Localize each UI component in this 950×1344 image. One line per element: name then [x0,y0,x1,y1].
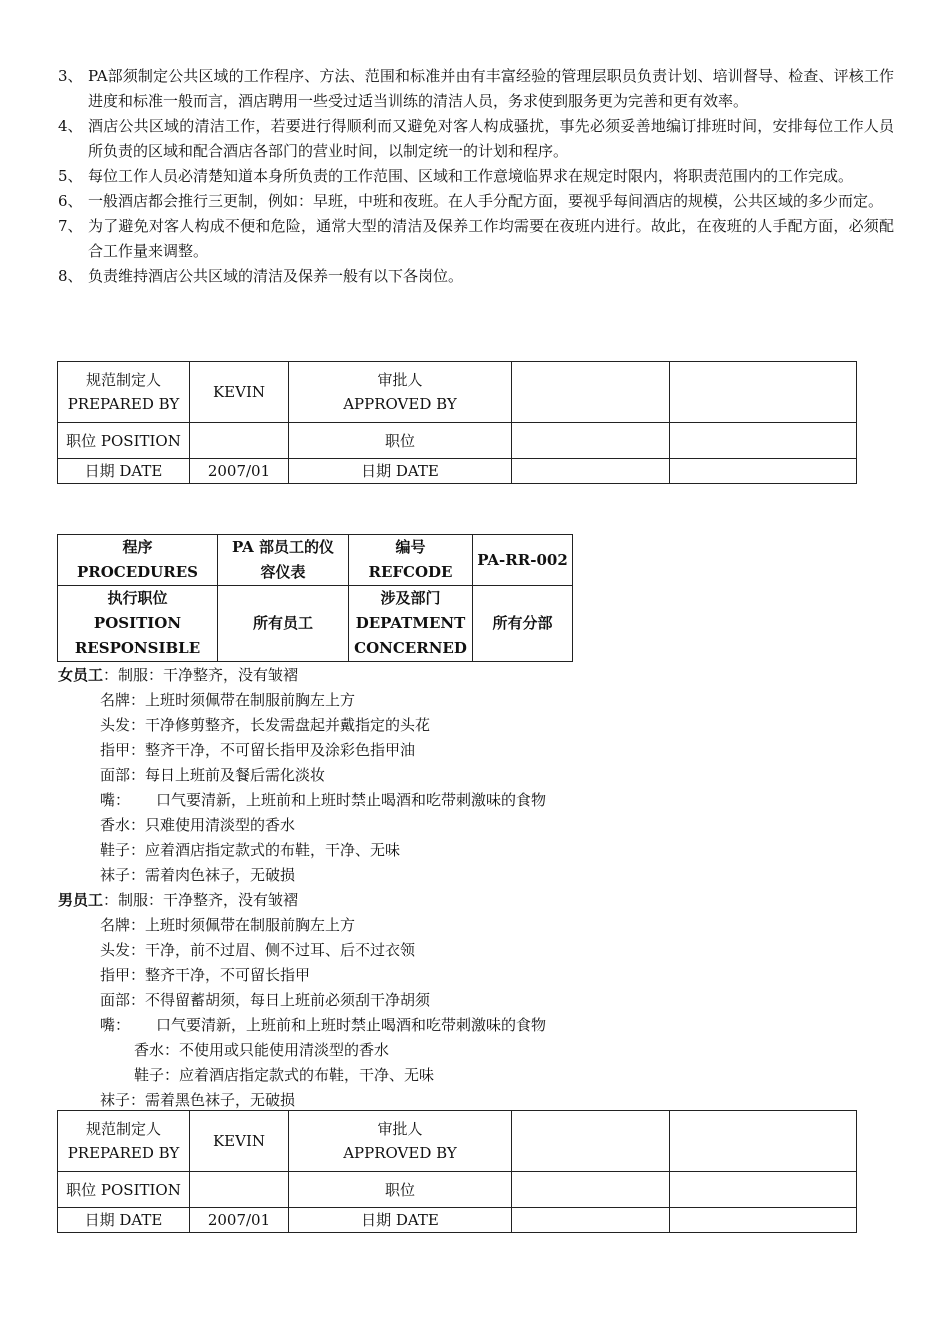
empty-cell [190,423,289,459]
appearance-standards [58,663,894,1113]
mouth-label: 嘴： [100,791,131,809]
list-item [58,64,894,114]
list-item [58,264,894,289]
prepared-label-cn: 规范制定人 [85,371,161,389]
approved-by-label [289,362,512,423]
female-uniform-line [58,663,894,688]
standard-line: 名牌：上班时须佩带在制服前胸左上方 [100,691,356,709]
list-item [58,189,894,214]
standard-line: 指甲：整齐干净，不可留长指甲及涂彩色指甲油 [100,741,416,759]
empty-cell [512,1208,670,1233]
list-text: 为了避免对客人构成不便和危险，通常大型的清洁及保养工作均需要在夜班内进行。故此，在夜班的人手配方面，必须配合工作量来调整。 [88,217,894,260]
prepared-by-label [58,1111,190,1172]
date-label-approver: 日期 DATE [289,459,512,484]
standard-line: 鞋子：应着酒店指定款式的布鞋，干净、无味 [100,841,401,859]
standard-line: 面部：每日上班前及餐后需化淡妆 [100,766,326,784]
list-item [58,214,894,264]
empty-cell [512,459,670,484]
date-label: 日期 DATE [58,1208,190,1233]
refcode-label-en: REFCODE [368,563,453,581]
standard-text: ：制服：干净整齐，没有皱褶 [103,666,299,684]
empty-cell [512,1111,670,1172]
signature-table-top [57,361,857,484]
standard-text: ：制服：干净整齐，没有皱褶 [103,891,299,909]
position-responsible-value: 所有员工 [218,586,349,662]
refcode-label-cn: 编号 [395,538,426,556]
position-label-approver: 职位 [289,1172,512,1208]
department-value: 所有分部 [473,586,573,662]
male-uniform-line [58,888,894,913]
standard-line: 名牌：上班时须佩带在制服前胸左上方 [100,916,356,934]
standard-line [58,1013,894,1038]
date-value: 2007/01 [190,1208,289,1233]
date-label-approver: 日期 DATE [289,1208,512,1233]
prepared-label-en: PREPARED BY [67,395,180,413]
procedures-label-en: PROCEDURES [76,563,198,581]
list-item [58,114,894,164]
position-label-en2: RESPONSIBLE [74,639,201,657]
prepared-by-label [58,362,190,423]
male-heading: 男员工 [58,891,104,909]
standard-line: 头发：干净修剪整齐，长发需盘起并戴指定的头花 [100,716,431,734]
empty-cell [512,423,670,459]
prepared-by-value: KEVIN [190,362,289,423]
standard-line: 香水：不使用或只能使用清淡型的香水 [134,1041,390,1059]
standard-line: 袜子：需着黑色袜子，无破损 [100,1091,296,1109]
list-number: 5、 [58,167,83,185]
mouth-label: 嘴： [100,1016,131,1034]
standard-line: 指甲：整齐干净，不可留长指甲 [100,966,311,984]
female-heading: 女员工 [58,666,104,684]
position-label-approver: 职位 [289,423,512,459]
standard-line: 鞋子：应着酒店指定款式的布鞋，干净、无味 [134,1066,435,1084]
standard-line: 头发：干净，前不过眉、侧不过耳、后不过衣领 [100,941,416,959]
list-item [58,164,894,189]
list-text: PA部须制定公共区域的工作程序、方法、范围和标准并由有丰富经验的管理层职员负责计划、培训督导、检查、评核工作进度和标准一般而言，酒店聘用一些受过适当训练的清洁人员，务求使到服务更为完善和更有效率。 [88,67,894,110]
refcode-label [349,535,473,586]
empty-cell [512,1172,670,1208]
list-text: 每位工作人员必清楚知道本身所负责的工作范围、区域和工作意境临界求在规定时限内，将职责范围内的工作完成。 [88,167,854,185]
prepared-label-cn: 规范制定人 [85,1120,161,1138]
list-text: 酒店公共区域的清洁工作，若要进行得顺利而又避免对客人构成骚扰，事先必须妥善地编订排班时间，安排每位工作人员所负责的区域和配合酒店各部门的营业时间，以制定统一的计划和程序。 [88,117,894,160]
department-label-en1: DEPATMENT [355,614,466,632]
empty-cell [670,1208,857,1233]
procedure-title [218,535,349,586]
list-number: 6、 [58,192,83,210]
list-text: 一般酒店都会推行三更制，例如：早班，中班和夜班。在人手分配方面，要视乎每间酒店的规模，公共区域的多少而定。 [88,192,884,210]
empty-cell [670,1111,857,1172]
list-number: 8、 [58,267,83,285]
procedures-label [58,535,218,586]
signature-table-bottom [57,1110,857,1233]
procedure-title-line1: PA 部员工的仪 [231,538,335,556]
standard-line: 袜子：需着肉色袜子，无破损 [100,866,296,884]
empty-cell [670,1172,857,1208]
standard-text: 口气要清新，上班前和上班时禁止喝酒和吃带刺激味的食物 [156,791,547,809]
position-label-en1: POSITION [93,614,182,632]
list-number: 7、 [58,217,83,235]
empty-cell [670,459,857,484]
empty-cell [670,362,857,423]
standard-line [58,788,894,813]
approved-by-label [289,1111,512,1172]
standard-line: 香水：只难使用清淡型的香水 [100,816,296,834]
prepared-by-value: KEVIN [190,1111,289,1172]
list-number: 4、 [58,117,83,135]
refcode-value: PA-RR-002 [473,535,573,586]
empty-cell [190,1172,289,1208]
empty-cell [512,362,670,423]
approved-label-cn: 审批人 [377,371,423,389]
procedures-label-cn: 程序 [122,538,153,556]
approved-label-en: APPROVED BY [343,395,457,413]
date-value: 2007/01 [190,459,289,484]
department-label-en2: CONCERNED [354,639,467,657]
department-label [349,586,473,662]
standard-line: 面部：不得留蓄胡须，每日上班前必须刮干净胡须 [100,991,431,1009]
list-text: 负责维持酒店公共区域的清洁及保养一般有以下各岗位。 [88,267,464,285]
intro-list [58,64,894,289]
position-label: 职位 POSITION [58,423,190,459]
position-label: 职位 POSITION [58,1172,190,1208]
position-label-cn: 执行职位 [107,589,168,607]
prepared-label-en: PREPARED BY [67,1144,180,1162]
empty-cell [670,423,857,459]
list-number: 3、 [58,67,83,85]
position-responsible-label [58,586,218,662]
date-label: 日期 DATE [58,459,190,484]
standard-text: 口气要清新，上班前和上班时禁止喝酒和吃带刺激味的食物 [156,1016,547,1034]
approved-label-cn: 审批人 [377,1120,423,1138]
procedure-title-line2: 容仪表 [260,563,306,581]
department-label-cn: 涉及部门 [380,589,441,607]
procedure-table [57,534,573,662]
approved-label-en: APPROVED BY [343,1144,457,1162]
